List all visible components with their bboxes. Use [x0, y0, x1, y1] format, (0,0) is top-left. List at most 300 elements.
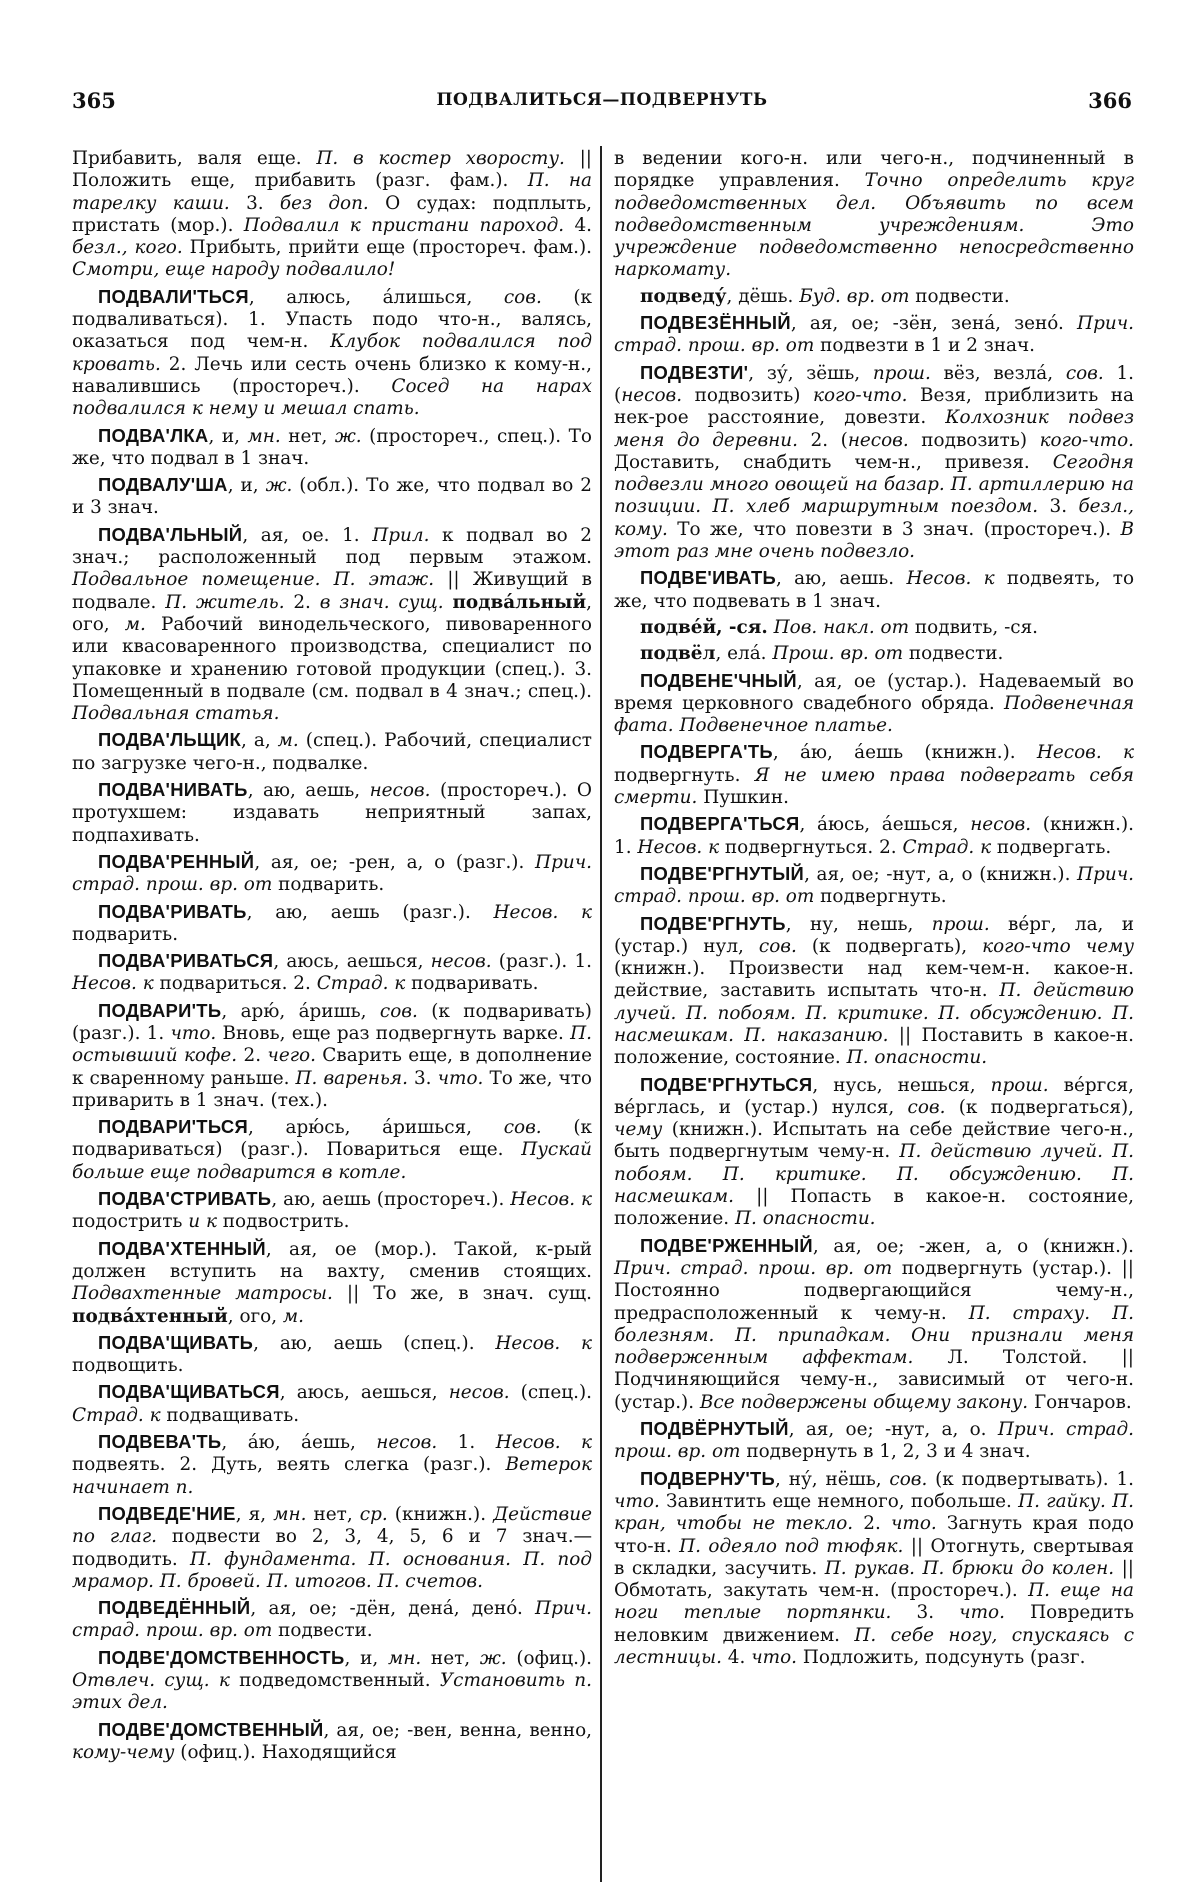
italic-text: сов.	[1065, 362, 1104, 384]
dictionary-entry	[72, 1503, 592, 1593]
entry-text: Повредить неловким движением.	[614, 1602, 1134, 1646]
entry-text: О судах: подплыть, пристать (мор.).	[72, 192, 592, 236]
dictionary-entry	[614, 362, 1134, 564]
italic-text: Установить п. этих дел.	[72, 1670, 592, 1714]
entry-text: 2. Лечь или сесть очень близко к кому-н., навалившись (простореч.).	[72, 353, 592, 397]
entry-text: , ая, ое; -вен, венна, венно,	[323, 1719, 592, 1741]
italic-text: несов.	[621, 384, 683, 406]
entry-text: подвариться. 2.	[153, 973, 317, 995]
entry-text: 2.	[237, 1045, 268, 1067]
entry-text: (простореч., спец.). То же, что подвал в 1 знач.	[72, 425, 592, 469]
page-number-right: 366	[1088, 88, 1132, 113]
italic-text: сов.	[758, 935, 797, 957]
italic-text: П. в костер хворосту.	[316, 148, 565, 169]
entry-text: (книжн.). Испытать на себе действие чего-н., быть подвергнутым чему-н.	[614, 1119, 1134, 1163]
dictionary-entry	[72, 1188, 592, 1234]
entry-text: подвергнуть.	[614, 764, 755, 786]
entry-text: (книжн.). Произвести над кем-чем-н. какое-н. действие, заставить испытать что-н.	[614, 958, 1134, 1002]
right-column	[614, 148, 1134, 1673]
italic-text: сов.	[889, 1468, 928, 1490]
entry-text: подвернуть в 1, 2, 3 и 4 знач.	[740, 1441, 1031, 1463]
entry-text: подващивать.	[160, 1404, 300, 1426]
entry-text: подвергать.	[991, 836, 1112, 858]
entry-text: 3.	[407, 1067, 438, 1089]
entry-text: , аюсь, аешься,	[273, 951, 431, 973]
headword: ПОДВЕРГА'ТЬ	[640, 741, 773, 763]
headword: ПОДВЕ'РГНУТЬ	[640, 912, 786, 934]
italic-text: П. одеяло под тюфяк.	[679, 1535, 904, 1557]
entry-text: , аю, аешь (спец.).	[253, 1332, 496, 1354]
left-column	[72, 148, 592, 1768]
italic-text: несов.	[970, 814, 1032, 836]
italic-text: несов.	[448, 1382, 510, 1404]
entry-text: , нусь, нешься,	[812, 1074, 991, 1096]
italic-text: мн.	[273, 1503, 307, 1525]
entry-text: 4.	[721, 1647, 752, 1668]
entry-text: , ая, ое (мор.). Такой, к-рый должен вступить на вахту, сменив стоящих.	[72, 1238, 592, 1282]
entry-text: , ну, нешь,	[785, 913, 932, 935]
entry-text: (спец.). Рабочий, специалист по загрузке чего-н., подвалке.	[72, 730, 592, 774]
entry-text: 1. (	[614, 362, 1134, 406]
italic-text: Прош. вр. от	[772, 643, 904, 665]
italic-text: П. себе ногу, спускаясь с лестницы.	[614, 1624, 1134, 1668]
italic-text: м.	[282, 1305, 305, 1327]
entry-text: || То же, в знач. сущ.	[332, 1283, 592, 1305]
entry-text: (к подвергаться),	[945, 1096, 1135, 1118]
entry-text: || Поставить в какое-н. положение, состояние.	[614, 1024, 1135, 1069]
italic-text: сов.	[907, 1096, 946, 1118]
dictionary-entry	[614, 567, 1134, 613]
headword: ПОДВЕДЕ'НИЕ	[98, 1502, 236, 1524]
entry-text: подвощить.	[72, 1355, 184, 1377]
headword: ПОДВА'СТРИВАТЬ	[98, 1188, 272, 1210]
headword: ПОДВЕ'РГНУТЬСЯ	[640, 1073, 813, 1095]
entry-text: Вновь, еще раз подвергнуть варке.	[216, 1022, 571, 1044]
italic-text: сов.	[503, 1117, 542, 1139]
italic-text: П. опасности.	[734, 1208, 876, 1230]
italic-text: Подвальное помещение. П. этаж.	[72, 569, 435, 591]
italic-text: Клубок подвалился под кровать.	[72, 331, 592, 375]
italic-text: П. на тарелку каши.	[72, 170, 593, 214]
italic-text: В этот раз мне очень подвезло.	[614, 518, 1134, 563]
entry-text: подваривать.	[405, 973, 539, 995]
entry-text: Л. Толстой. || Подчиняющийся чему-н., зависимый от чего-н. (устар.).	[614, 1347, 1134, 1413]
italic-text: кого-что.	[1039, 429, 1135, 451]
entry-text: , а,	[241, 730, 278, 752]
headword: ПОДВЕЗТИ'	[640, 361, 749, 383]
entry-text: (к подвариваться) (разг.). Повариться еще.	[72, 1117, 592, 1161]
headword: ПОДВЕЗЁННЫЙ	[640, 312, 791, 334]
entry-text: (к подваривать) (разг.). 1.	[72, 1000, 592, 1044]
italic-text: П. фундамента. П. основания. П. под мрамор. П. бровей. П. итогов. П. счетов.	[72, 1548, 593, 1592]
entry-text: подвергнуться. 2.	[719, 836, 903, 858]
entry-text: (офиц.). Находящийся	[174, 1741, 397, 1763]
entry-text: 1.	[437, 1432, 496, 1454]
entry-text: , ая, ое; -дён, денá, денó.	[250, 1598, 536, 1620]
dictionary-entry	[72, 1332, 592, 1378]
italic-text: прош.	[931, 913, 990, 935]
dictionary-entry	[72, 1597, 592, 1643]
running-head: ПОДВАЛИТЬСЯ—ПОДВЕРНУТЬ	[436, 90, 768, 110]
dictionary-entry	[72, 286, 592, 421]
entry-text: , ая, ое; -зён, зенá, зенó.	[790, 313, 1078, 335]
italic-text: Прич. страд. прош. вр. от	[72, 1598, 592, 1642]
italic-text: что.	[614, 1490, 660, 1512]
entry-text: 2.	[284, 591, 320, 613]
italic-text: Ветерок начинает п.	[72, 1454, 592, 1498]
headword: ПОДВА'ЛЬЩИК	[98, 729, 242, 751]
entry-text: , ая, ое; -нут, а, о (книжн.).	[804, 863, 1078, 885]
italic-text: несов.	[430, 951, 492, 973]
dictionary-entry	[614, 1074, 1134, 1231]
italic-text: мн.	[247, 425, 281, 447]
entry-text: Сварить еще, в дополнение к сваренному раньше.	[72, 1045, 592, 1089]
headword: ПОДВА'ЩИВАТЬ	[98, 1331, 254, 1353]
headword: ПОДВЕРГА'ТЬСЯ	[640, 813, 800, 835]
italic-text: Несов. к	[495, 1432, 592, 1454]
italic-text: Страд. к	[72, 1404, 161, 1426]
italic-text: Несов. к	[495, 1332, 592, 1354]
dictionary-entry	[72, 524, 592, 726]
entry-text: нет,	[306, 1503, 360, 1525]
entry-text: То же, что приварить в 1 знач. (тех.).	[72, 1067, 592, 1111]
entry-text: подвести.	[272, 1620, 373, 1642]
entry-text: То же, что повезти в 3 знач. (простореч.).	[667, 518, 1121, 540]
italic-text: П. гайку. П. кран, чтобы не текло.	[614, 1490, 1134, 1535]
entry-text: , ая, ое (устар.). Надеваемый во время церковного свадебного обряда.	[614, 670, 1134, 714]
entry-text: подвезти в 1 и 2 знач.	[814, 335, 1036, 357]
entry-text: 3.	[891, 1602, 960, 1624]
italic-text: Сосед на нарах подвалился к нему и мешал спать.	[72, 375, 592, 420]
entry-text: || Попасть в какое-н. состояние, положение.	[614, 1186, 1134, 1230]
entry-text: подвеять. 2. Дуть, веять слегка (разг.).	[72, 1454, 506, 1476]
headword: ПОДВА'ЛКА	[98, 424, 209, 446]
italic-text: Смотри, еще народу подвалило!	[72, 259, 396, 281]
entry-text: , áю, áешь (книжн.).	[772, 742, 1037, 764]
entry-text: 3.	[229, 192, 280, 214]
dictionary-entry	[614, 286, 1134, 308]
italic-text: что.	[959, 1602, 1005, 1624]
italic-text: что.	[751, 1647, 798, 1668]
entry-text: подведомственный.	[229, 1670, 440, 1691]
italic-text: чего.	[267, 1045, 316, 1067]
entry-text: , я,	[235, 1503, 274, 1525]
dictionary-entry	[72, 851, 592, 897]
entry-text: Доставить, снабдить чем-н., привезя.	[614, 451, 1053, 473]
entry-text: , ая, ое; -нут, а, о.	[788, 1419, 998, 1441]
dictionary-entry	[72, 1116, 592, 1184]
italic-text: прош.	[990, 1074, 1049, 1096]
entry-text: подвозить)	[682, 384, 813, 406]
entry-text: , и,	[208, 425, 248, 447]
page-number-left: 365	[72, 88, 116, 113]
italic-text: сов.	[379, 1000, 418, 1022]
entry-continuation	[614, 148, 1134, 282]
italic-text: Пов. накл. от	[773, 616, 910, 638]
entry-text: (разг.). 1.	[491, 951, 592, 973]
dictionary-entry	[72, 425, 592, 471]
italic-text: Прич. страд. прош. вр. от	[614, 1257, 893, 1279]
entry-text: Загнуть края подо что-н.	[614, 1513, 1134, 1557]
dictionary-entry	[614, 1418, 1134, 1464]
headword: ПОДВЕ'ДОМСТВЕННЫЙ	[98, 1718, 324, 1740]
dictionary-entry	[72, 1381, 592, 1427]
dictionary-entry	[72, 901, 592, 947]
entry-text: , алюсь, áлишься,	[248, 286, 504, 308]
column-divider	[600, 146, 602, 1882]
italic-text: Подвахтенные матросы.	[72, 1283, 333, 1305]
entry-text: (обл.). То же, что подвал во 2 и 3 знач.	[72, 475, 592, 519]
dictionary-entry	[72, 1000, 592, 1112]
entry-text: , ого,	[72, 591, 592, 635]
entry-text: , зу́, зёшь,	[748, 362, 873, 384]
italic-text: Прич. страд. прош. вр. от	[72, 851, 592, 896]
entry-text: вéргся, вéрглась, и (устар.) нулся,	[614, 1074, 1134, 1118]
italic-text: несов.	[369, 780, 431, 802]
italic-text: ж.	[265, 475, 293, 497]
subheadword: подвёл	[640, 643, 716, 665]
headword: ПОДВЕНЕ'ЧНЫЙ	[640, 669, 797, 691]
dictionary-entry	[614, 1235, 1134, 1414]
italic-text: Несов. к	[1036, 742, 1135, 764]
entry-text: Гончаров.	[1028, 1391, 1132, 1413]
italic-text: П. страху. П. болезням. П. припадкам. Они признали меня подверженным аффектам.	[614, 1302, 1134, 1369]
entry-text: || Положить еще, прибавить (разг. фам.).	[72, 148, 592, 192]
italic-text: безл., кого.	[72, 237, 183, 259]
entry-text: подвить, -ся.	[909, 616, 1039, 638]
headword: ПОДВЕ'ДОМСТВЕННОСТЬ	[98, 1646, 345, 1668]
entry-text: , дёшь.	[726, 285, 800, 307]
italic-text: Прич. страд. прош. вр. от	[614, 863, 1134, 908]
italic-text: Сегодня подвезли много овощей на базар. П. артиллерию на позиции. П. хлеб маршрутным поездом.	[614, 451, 1134, 518]
headword: ПОДВАЛИ'ТЬСЯ	[98, 285, 249, 307]
italic-text: Пускай больше еще подварится в котле.	[72, 1139, 592, 1183]
entry-text: , ого,	[227, 1305, 283, 1327]
italic-text: безл., кому.	[614, 496, 1134, 540]
entry-text: подвергнуть (устар.). || Постоянно подвергающийся чему-н., предрасположенный к чему-н.	[614, 1257, 1134, 1324]
headword: ПОДВАЛУ'ША	[98, 474, 228, 496]
entry-text: нет,	[421, 1647, 480, 1669]
dictionary-entry	[614, 813, 1134, 859]
italic-text: П. действию лучей. П. побоям. П. критике. П. обсуждению. П. насмешкам. П. наказанию.	[614, 980, 1134, 1046]
italic-text: П. остывший кофе.	[72, 1022, 593, 1067]
subheadword: подвéй, -ся.	[640, 616, 768, 638]
dictionary-entry	[614, 1468, 1134, 1670]
italic-text: Прил.	[372, 524, 430, 546]
italic-text: Несов. к	[906, 568, 995, 590]
dictionary-entry	[72, 1431, 592, 1499]
italic-text: П. опасности.	[846, 1047, 988, 1069]
italic-text: сов.	[503, 286, 542, 308]
entry-text: (книжн.).	[387, 1503, 494, 1525]
entry-text: 2.	[853, 1513, 891, 1535]
entry-text: подвести.	[909, 285, 1010, 307]
italic-text: м.	[124, 613, 146, 635]
entry-text: (офиц.).	[506, 1647, 592, 1669]
italic-text: м.	[277, 730, 299, 752]
entry-text: 2. (	[797, 429, 848, 451]
dictionary-entry	[72, 1647, 592, 1715]
italic-text: ж.	[479, 1647, 507, 1669]
dictionary-entry	[614, 863, 1134, 909]
dictionary-entry	[614, 312, 1134, 358]
italic-text: П. варенья.	[295, 1067, 408, 1089]
page-header	[72, 88, 1132, 118]
italic-text: Подвалил к пристани пароход.	[243, 214, 565, 236]
headword: ПОДВЕВА'ТЬ	[98, 1431, 222, 1453]
italic-text: Все подвержены общему закону.	[699, 1391, 1029, 1413]
italic-text: Несов. к	[72, 973, 154, 995]
italic-text: чему	[614, 1119, 663, 1141]
entry-text: , ая, ое; -рен, а, о (разг.).	[254, 851, 536, 873]
entry-text: , аю, аешь (разг.).	[246, 901, 494, 923]
entry-text: , ну́, нёшь,	[775, 1468, 890, 1490]
entry-text: Прибыть, прийти еще (простореч. фам.).	[182, 237, 592, 259]
entry-text: (к подваливаться). 1. Упасть подо что-н., валясь, оказаться под чем-н.	[72, 286, 592, 353]
entry-text: (книжн.). 1.	[614, 814, 1134, 858]
dictionary-entry	[72, 729, 592, 775]
italic-text: Страд. к	[316, 973, 406, 995]
italic-text: Несов. к	[493, 901, 593, 923]
entry-text: (простореч.). О протухшем: издавать неприятный запах, подпахивать.	[72, 780, 592, 846]
italic-text: в знач. сущ.	[319, 591, 444, 613]
italic-text: Несов. к	[637, 836, 720, 858]
entry-text: , арю́, áришь,	[221, 1000, 380, 1022]
headword: ПОДВЕРНУ'ТЬ	[640, 1467, 776, 1489]
entry-text: 3.	[1038, 496, 1079, 518]
entry-text: , áю, áешь,	[221, 1432, 377, 1454]
entry-text: , арю́сь, áришься,	[247, 1117, 504, 1139]
subheadword: подведу́	[640, 285, 727, 307]
entry-text: , елá.	[715, 643, 773, 665]
italic-text: Буд. вр. от	[799, 285, 910, 307]
subheadword: подвáльный	[452, 591, 587, 613]
entry-text: , и,	[227, 475, 266, 497]
italic-text: П. действию лучей. П. побоям. П. критике. П. обсуждению. П. насмешкам.	[614, 1141, 1134, 1208]
entry-text: , аю, аешь (простореч.).	[271, 1189, 511, 1211]
entry-text: , ая, ое. 1.	[242, 524, 373, 546]
entry-text: подвеять, то же, что подвевать в 1 знач.	[614, 568, 1135, 612]
italic-text: и к	[188, 1211, 217, 1233]
entry-text: 4.	[564, 214, 592, 236]
entry-text: , áюсь, áешься,	[799, 814, 971, 836]
entry-text: подвозить)	[908, 429, 1040, 451]
entry-continuation	[72, 148, 592, 282]
italic-text: прош.	[872, 362, 931, 384]
entry-text: Подложить, подсунуть (разг.	[797, 1647, 1086, 1668]
entry-text: Рабочий винодельческого, пивоваренного или квасоваренного производства, специалист по упаковке и хранению готовой продукции (спец.). 3. Помещенный в подвале (см. подвал в 4 знач.; спец.).	[72, 613, 592, 702]
headword: ПОДВАРИ'ТЬ	[98, 999, 222, 1021]
dictionary-entry	[72, 474, 592, 520]
headword: ПОДВЕ'РГНУТЫЙ	[640, 862, 805, 884]
entry-text: , аюсь, аешься,	[279, 1382, 449, 1404]
italic-text: несов.	[847, 429, 909, 451]
entry-text: || Обмотать, закутать чем-н. (простореч.).	[614, 1557, 1134, 1602]
italic-text: ж.	[334, 425, 362, 447]
dictionary-entry	[72, 950, 592, 996]
entry-text: (спец.).	[509, 1382, 592, 1404]
italic-text: что.	[437, 1067, 484, 1089]
headword: ПОДВЕ'РЖЕННЫЙ	[640, 1234, 813, 1256]
italic-text: Действие по глаг.	[72, 1503, 592, 1548]
entry-text: , аю, аешь,	[247, 780, 370, 802]
italic-text: Колхозник подвез меня до деревни.	[614, 407, 1135, 451]
entry-text: || Отогнуть, свертывая в складки, засучить.	[614, 1535, 1134, 1579]
dictionary-entry	[72, 1719, 592, 1765]
dictionary-entry	[614, 741, 1134, 809]
headword: ПОДВАРИ'ТЬСЯ	[98, 1116, 248, 1138]
entry-text: || Живущий в подвале.	[72, 569, 592, 613]
entry-text: Прибавить, валя еще.	[72, 148, 317, 169]
headword: ПОДВА'РЕННЫЙ	[98, 850, 255, 872]
headword: ПОДВЕ'ИВАТЬ	[640, 567, 777, 589]
entry-text: подвергнуть.	[814, 886, 947, 908]
italic-text: Я не имею права подвергать себя смерти.	[614, 764, 1134, 809]
entry-text: Завинтить еще немного, побольше.	[659, 1490, 1019, 1512]
headword: ПОДВА'ЩИВАТЬСЯ	[98, 1381, 280, 1403]
italic-text: кого-что чему	[982, 935, 1134, 957]
dictionary-entry	[72, 779, 592, 847]
entry-text: Пушкин.	[697, 787, 790, 809]
headword: ПОДВЕДЁННЫЙ	[98, 1597, 251, 1619]
entry-text: , аю, аешь.	[776, 568, 907, 590]
entry-text: подварить.	[72, 923, 179, 945]
italic-text: Страд. к	[902, 836, 992, 858]
italic-text: кому-чему	[72, 1741, 175, 1763]
italic-text: без доп.	[279, 192, 369, 214]
entry-text: вéрг, ла, и (устар.) нул,	[614, 913, 1134, 957]
headword: ПОДВА'НИВАТЬ	[98, 779, 248, 801]
entry-text: подвести.	[903, 643, 1004, 665]
italic-text: что.	[170, 1022, 217, 1044]
entry-text: нет,	[280, 425, 335, 447]
entry-text: (к подвергать),	[796, 935, 983, 957]
entry-text: подострить	[72, 1211, 189, 1233]
entry-text: вёз, везлá,	[930, 362, 1066, 384]
entry-text: , ая, ое; -жен, а, о (книжн.).	[812, 1235, 1134, 1257]
entry-text: в ведении кого-н. или чего-н., подчиненный в порядке управления.	[614, 148, 1134, 192]
italic-text: несов.	[376, 1432, 438, 1454]
entry-text: , и,	[344, 1647, 388, 1669]
dictionary-entry	[614, 643, 1134, 665]
entry-text: к подвал во 2 знач.; расположенный под первым этажом.	[72, 524, 592, 569]
italic-text: Прич. страд. прош. вр. от	[614, 313, 1134, 357]
headword: ПОДВА'ХТЕННЫЙ	[98, 1237, 266, 1259]
entry-text: подварить.	[272, 874, 385, 896]
italic-text: П. рукав. П. брюки до колен.	[824, 1557, 1115, 1579]
italic-text: Прич. страд. прош. вр. от	[614, 1419, 1135, 1463]
italic-text: П. житель.	[165, 591, 285, 613]
headword: ПОДВА'РИВАТЬ	[98, 900, 247, 922]
italic-text: Отвлеч. сущ. к	[72, 1670, 230, 1691]
italic-text: ср.	[359, 1503, 388, 1525]
italic-text: кого-что.	[812, 384, 908, 406]
entry-text: Везя, приблизить на нек-рое расстояние, довезти.	[614, 384, 1134, 429]
italic-text: что.	[890, 1513, 937, 1535]
headword: ПОДВЁРНУТЫЙ	[640, 1418, 789, 1440]
dictionary-entry	[72, 1238, 592, 1328]
dictionary-entry	[614, 670, 1134, 738]
subheadword: подвáхтенный	[72, 1305, 228, 1327]
headword: ПОДВА'ЛЬНЫЙ	[98, 523, 243, 545]
italic-text: мн.	[387, 1647, 422, 1669]
dictionary-entry	[614, 617, 1134, 639]
entry-text: подвести во 2, 3, 4, 5, 6 и 7 знач.—подводить.	[72, 1526, 593, 1570]
headword: ПОДВА'РИВАТЬСЯ	[98, 950, 274, 972]
entry-text: (к подвертывать). 1.	[927, 1468, 1134, 1490]
entry-text: подвострить.	[216, 1211, 350, 1233]
italic-text: Подвальная статья.	[72, 703, 280, 725]
